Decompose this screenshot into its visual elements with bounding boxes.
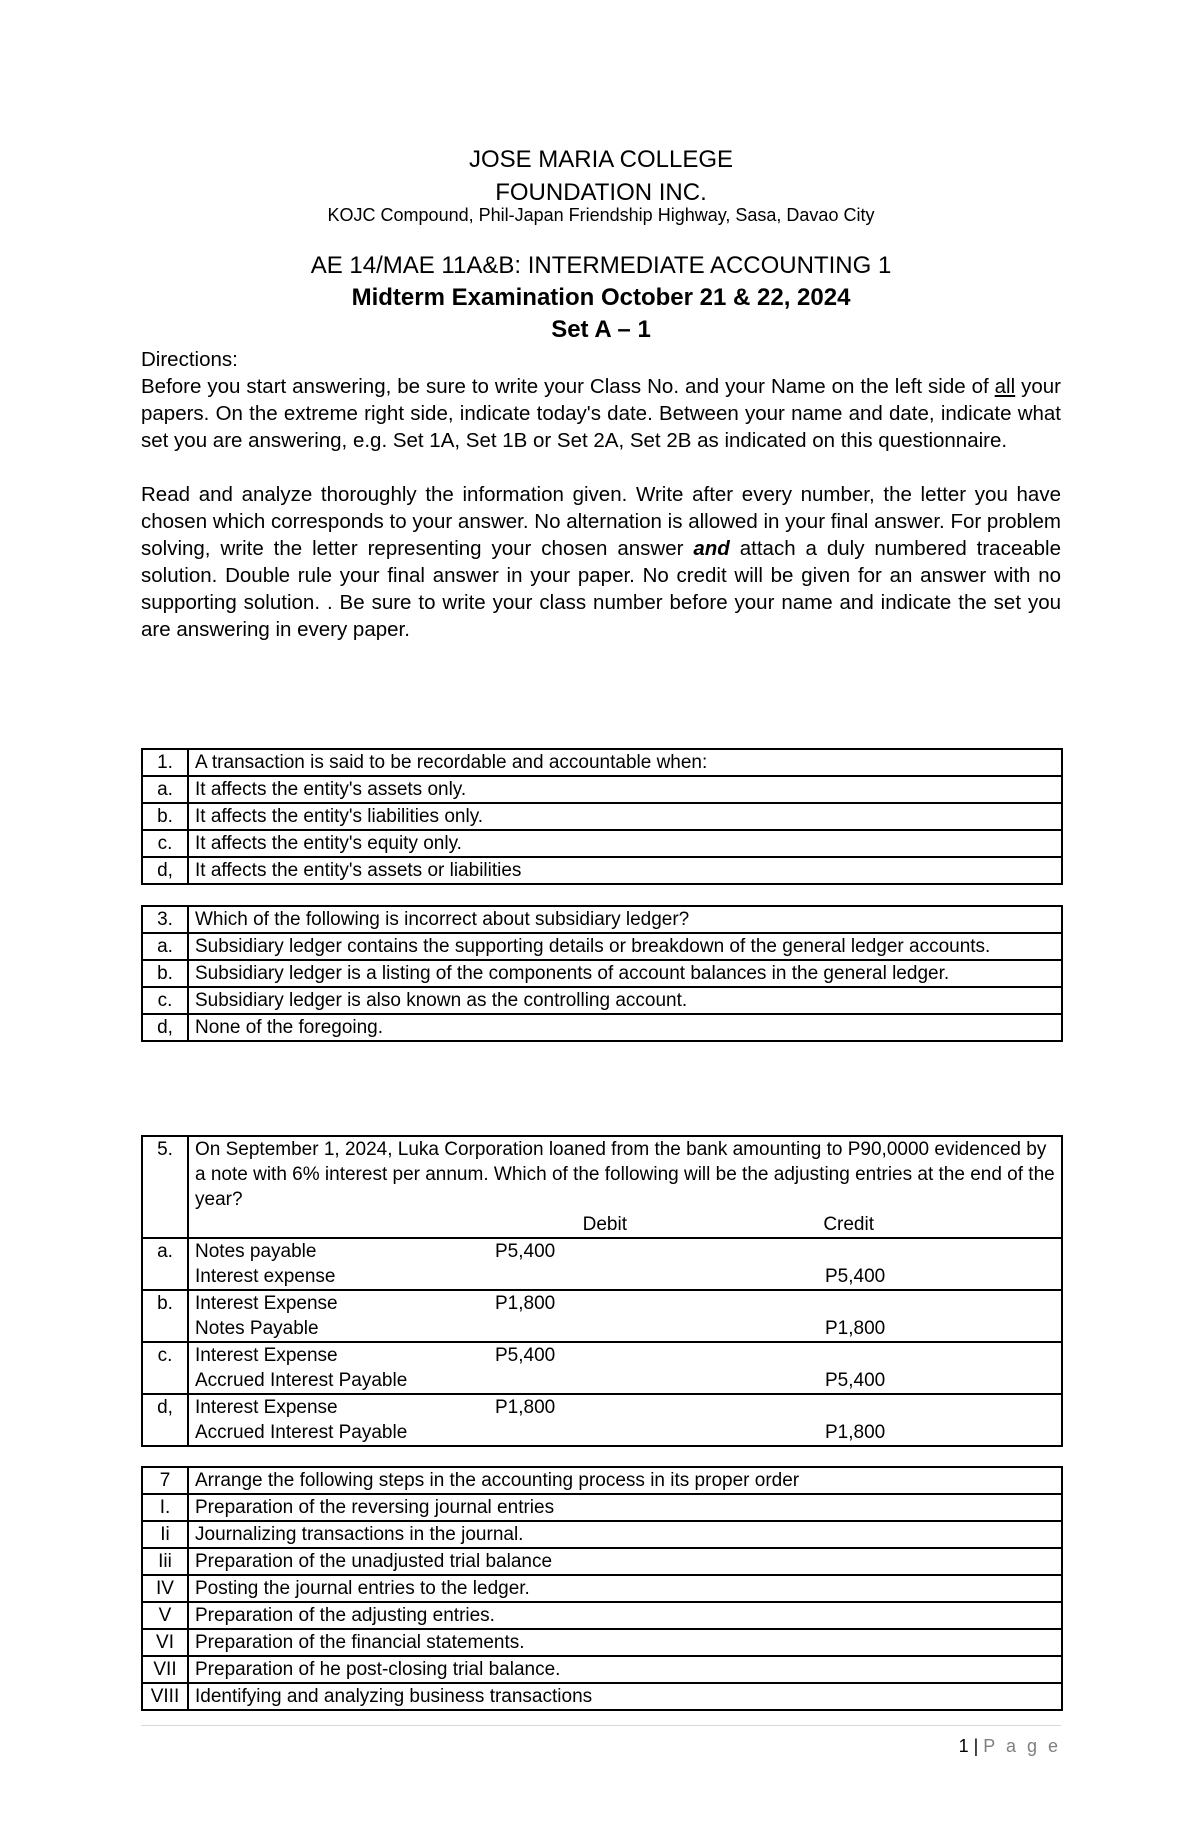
option-text: Subsidiary ledger is a listing of the components of account balances in the general ledger. bbox=[188, 960, 1062, 987]
option-row bbox=[142, 830, 1062, 857]
question-row bbox=[142, 1467, 1062, 1494]
option-row bbox=[142, 1683, 1062, 1710]
credit-amount: P1,800 bbox=[825, 1318, 886, 1339]
option-text: Subsidiary ledger contains the supporting details or breakdown of the general ledger accounts. bbox=[188, 933, 1062, 960]
school-line-1: JOSE MARIA COLLEGE bbox=[468, 146, 734, 173]
option-letter: VII bbox=[142, 1656, 188, 1683]
option-entry bbox=[188, 1342, 1062, 1394]
option-row bbox=[142, 933, 1062, 960]
question-text: Arrange the following steps in the accounting process in its proper order bbox=[188, 1467, 1062, 1494]
exam-heading bbox=[141, 250, 1061, 346]
credit-account: Interest expense bbox=[195, 1266, 336, 1287]
option-text: Preparation of the adjusting entries. bbox=[188, 1602, 1062, 1629]
debit-header: Debit bbox=[582, 1214, 627, 1235]
question-text: Which of the following is incorrect about subsidiary ledger? bbox=[188, 906, 1062, 933]
option-text: It affects the entity's liabilities only. bbox=[188, 803, 1062, 830]
page-number: 1 bbox=[958, 1736, 969, 1756]
question-row bbox=[142, 906, 1062, 933]
debit-account: Interest Expense bbox=[195, 1293, 338, 1314]
option-letter: V bbox=[142, 1602, 188, 1629]
debit-amount: P5,400 bbox=[495, 1345, 556, 1366]
credit-amount: P1,800 bbox=[825, 1422, 886, 1443]
school-name bbox=[141, 143, 1061, 209]
option-letter: b. bbox=[142, 1290, 188, 1342]
credit-account: Notes Payable bbox=[195, 1318, 319, 1339]
option-row bbox=[142, 1656, 1062, 1683]
option-row bbox=[142, 1548, 1062, 1575]
option-letter: Iii bbox=[142, 1548, 188, 1575]
option-text: Preparation of the unadjusted trial balance bbox=[188, 1548, 1062, 1575]
school-line-2: FOUNDATION INC. bbox=[495, 179, 707, 206]
school-address: KOJC Compound, Phil-Japan Friendship Highway, Sasa, Davao City bbox=[327, 205, 875, 225]
option-row bbox=[142, 1602, 1062, 1629]
course-title: AE 14/MAE 11A&B: INTERMEDIATE ACCOUNTING 1 bbox=[310, 252, 892, 279]
option-row bbox=[142, 1014, 1062, 1041]
option-text: It affects the entity's equity only. bbox=[188, 830, 1062, 857]
option-row bbox=[142, 1342, 1062, 1394]
question-number: 1. bbox=[142, 749, 188, 776]
debit-amount: P1,800 bbox=[495, 1293, 556, 1314]
option-entry bbox=[188, 1290, 1062, 1342]
directions-paragraph-2: Read and analyze thoroughly the information given. Write after every number, the letter you have chosen which corresponds to your answer. No alternation is allowed in your final answer. For problem solving, write the letter representing your chosen answer and attach a duly numbered traceable solution. Double rule your final answer in your paper. No credit will be given for an answer with no supporting solution. . Be sure to write your class number before your name and indicate the set you are answering in every paper. bbox=[141, 483, 1061, 641]
option-letter: a. bbox=[142, 1238, 188, 1290]
option-text: None of the foregoing. bbox=[188, 1014, 1062, 1041]
option-entry bbox=[188, 1238, 1062, 1290]
debit-account: Interest Expense bbox=[195, 1345, 338, 1366]
option-letter: c. bbox=[142, 987, 188, 1014]
option-text: Preparation of the reversing journal entries bbox=[188, 1494, 1062, 1521]
option-row bbox=[142, 960, 1062, 987]
credit-amount: P5,400 bbox=[825, 1370, 886, 1391]
option-text: Preparation of he post-closing trial balance. bbox=[188, 1656, 1062, 1683]
debit-amount: P1,800 bbox=[495, 1397, 556, 1418]
option-letter: b. bbox=[142, 960, 188, 987]
credit-account: Accrued Interest Payable bbox=[195, 1370, 408, 1391]
option-letter: VIII bbox=[142, 1683, 188, 1710]
option-letter: a. bbox=[142, 776, 188, 803]
option-text: Journalizing transactions in the journal. bbox=[188, 1521, 1062, 1548]
option-row bbox=[142, 1238, 1062, 1290]
footer-divider bbox=[141, 1725, 1061, 1726]
question-row bbox=[142, 1136, 1062, 1238]
option-row bbox=[142, 1494, 1062, 1521]
question-number: 3. bbox=[142, 906, 188, 933]
question-row bbox=[142, 749, 1062, 776]
debit-amount: P5,400 bbox=[495, 1241, 556, 1262]
option-letter: I. bbox=[142, 1494, 188, 1521]
option-letter: d, bbox=[142, 857, 188, 884]
directions-label: Directions: bbox=[141, 348, 238, 371]
option-row bbox=[142, 987, 1062, 1014]
option-row bbox=[142, 1394, 1062, 1446]
option-row bbox=[142, 1521, 1062, 1548]
option-row bbox=[142, 803, 1062, 830]
exam-set: Set A – 1 bbox=[551, 316, 651, 343]
option-row bbox=[142, 776, 1062, 803]
option-text: Subsidiary ledger is also known as the controlling account. bbox=[188, 987, 1062, 1014]
option-text: It affects the entity's assets only. bbox=[188, 776, 1062, 803]
question-7-table bbox=[141, 1466, 1063, 1711]
debit-account: Notes payable bbox=[195, 1241, 317, 1262]
option-letter: IV bbox=[142, 1575, 188, 1602]
directions bbox=[141, 346, 1061, 643]
page-footer: 1 | P a g e bbox=[958, 1736, 1061, 1756]
option-text: Posting the journal entries to the ledger. bbox=[188, 1575, 1062, 1602]
option-row bbox=[142, 857, 1062, 884]
option-letter: VI bbox=[142, 1629, 188, 1656]
option-letter: Ii bbox=[142, 1521, 188, 1548]
option-letter: c. bbox=[142, 1342, 188, 1394]
credit-amount: P5,400 bbox=[825, 1266, 886, 1287]
question-1-table bbox=[141, 748, 1063, 885]
question-5-table bbox=[141, 1135, 1063, 1447]
option-letter: c. bbox=[142, 830, 188, 857]
option-text: It affects the entity's assets or liabilities bbox=[188, 857, 1062, 884]
option-text: Identifying and analyzing business transactions bbox=[188, 1683, 1062, 1710]
credit-account: Accrued Interest Payable bbox=[195, 1422, 408, 1443]
debit-account: Interest Expense bbox=[195, 1397, 338, 1418]
option-row bbox=[142, 1290, 1062, 1342]
question-text: A transaction is said to be recordable and accountable when: bbox=[188, 749, 1062, 776]
question-number: 5. bbox=[142, 1136, 188, 1238]
option-letter: b. bbox=[142, 803, 188, 830]
option-letter: a. bbox=[142, 933, 188, 960]
option-letter: d, bbox=[142, 1394, 188, 1446]
question-text: On September 1, 2024, Luka Corporation loaned from the bank amounting to P90,0000 evidenced by a note with 6% interest per annum. Which of the following will be the adjusting entries at the end of the year? Debit Credit bbox=[188, 1136, 1062, 1238]
credit-header: Credit bbox=[823, 1214, 874, 1235]
directions-paragraph-1: Before you start answering, be sure to write your Class No. and your Name on the left side of all your papers. On the extreme right side, indicate today's date. Between your name and date, indicate what set you are answering, e.g. Set 1A, Set 1B or Set 2A, Set 2B as indicated on this questionnaire. bbox=[141, 375, 1061, 452]
option-row bbox=[142, 1629, 1062, 1656]
option-row bbox=[142, 1575, 1062, 1602]
option-text: Preparation of the financial statements. bbox=[188, 1629, 1062, 1656]
exam-title: Midterm Examination October 21 & 22, 2024 bbox=[351, 284, 851, 311]
question-number: 7 bbox=[142, 1467, 188, 1494]
question-3-table bbox=[141, 905, 1063, 1042]
page-label: P a g e bbox=[983, 1736, 1061, 1756]
option-letter: d, bbox=[142, 1014, 188, 1041]
option-entry bbox=[188, 1394, 1062, 1446]
